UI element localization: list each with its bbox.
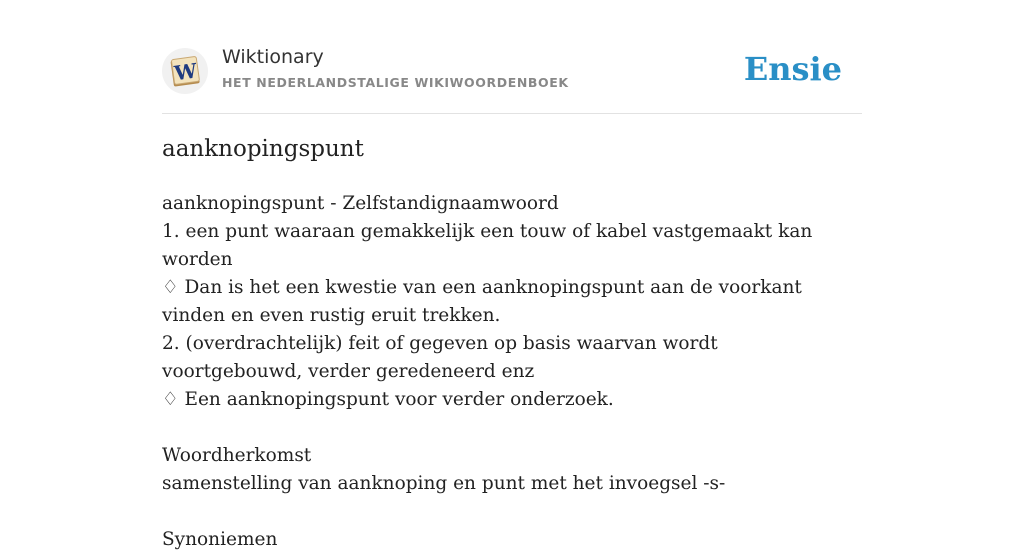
- etymology-text: samenstelling van aanknoping en punt met het invoegsel -s-: [162, 473, 726, 494]
- wiktionary-logo-icon[interactable]: [162, 48, 208, 94]
- page-title: aanknopingspunt: [162, 136, 364, 162]
- definition-2: 2. (overdrachtelijk) feit of gegeven op basis waarvan wordt voortgebouwd, verder geredeneerd enz: [162, 333, 718, 382]
- example-1: ♢ Dan is het een kwestie van een aanknopingspunt aan de voorkant vinden en even rustig eruit trekken.: [162, 277, 802, 326]
- definition-1: 1. een punt waaraan gemakkelijk een touw of kabel vastgemaakt kan worden: [162, 221, 813, 270]
- entry-content: [162, 190, 862, 554]
- svg-text:W: W: [172, 58, 199, 86]
- entry-headline: aanknopingspunt - Zelfstandignaamwoord: [162, 193, 559, 214]
- ensie-brand-link[interactable]: Ensie: [743, 50, 842, 88]
- example-2: ♢ Een aanknopingspunt voor verder onderzoek.: [162, 389, 614, 410]
- page: [162, 0, 862, 550]
- site-tagline: HET NEDERLANDSTALIGE WIKIWOORDENBOEK: [222, 75, 569, 90]
- spacer: [162, 414, 862, 442]
- wiktionary-logo-svg: [165, 51, 205, 91]
- site-name[interactable]: Wiktionary: [222, 46, 324, 68]
- spacer: [162, 498, 862, 526]
- header-divider: [162, 113, 862, 114]
- synonyms-heading: Synoniemen: [162, 529, 278, 550]
- site-header: [162, 46, 862, 96]
- etymology-heading: Woordherkomst: [162, 445, 312, 466]
